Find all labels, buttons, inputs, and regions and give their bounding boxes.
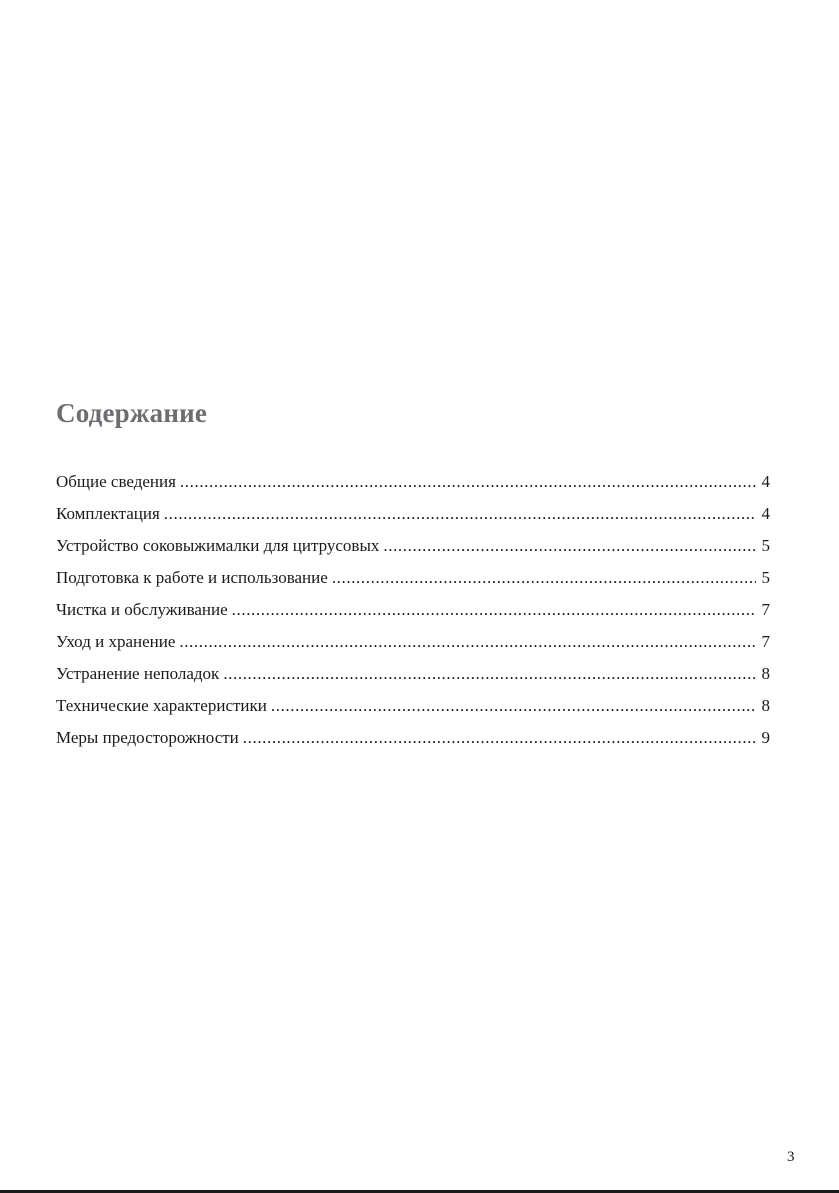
toc-entry-label: Уход и хранение — [56, 632, 176, 651]
toc-entry-page: 4 — [761, 504, 770, 523]
page-number: 3 — [787, 1149, 795, 1165]
toc-entry-label: Меры предосторожности — [56, 728, 239, 747]
toc-entry-page: 7 — [761, 600, 770, 619]
toc-entry-page: 8 — [761, 696, 770, 715]
toc-entry-page: 8 — [761, 664, 770, 683]
dot-leader — [383, 530, 755, 562]
toc-entry-specifications — [56, 690, 770, 722]
toc-entry-page: 5 — [761, 536, 770, 555]
dot-leader — [223, 658, 755, 690]
toc-entry-cleaning-and-maintenance — [56, 594, 770, 626]
dot-leader — [180, 466, 756, 498]
toc-entry-care-and-storage — [56, 626, 770, 658]
toc-entry-label: Устранение неполадок — [56, 664, 220, 683]
toc-entry-preparation-and-use — [56, 562, 770, 594]
toc-entry-page: 5 — [761, 568, 770, 587]
toc-entry-package-contents — [56, 498, 770, 530]
dot-leader — [232, 594, 756, 626]
dot-leader — [271, 690, 756, 722]
toc-entry-device-description — [56, 530, 770, 562]
toc-entry-label: Чистка и обслуживание — [56, 600, 228, 619]
dot-leader — [179, 626, 755, 658]
dot-leader — [243, 722, 756, 754]
dot-leader — [332, 562, 756, 594]
toc-entry-general-info — [56, 466, 770, 498]
dot-leader — [164, 498, 756, 530]
toc-entry-label: Устройство соковыжималки для цитрусовых — [56, 536, 380, 555]
toc-entry-label: Комплектация — [56, 504, 160, 523]
toc-entry-page: 4 — [761, 472, 770, 491]
toc-entry-label: Общие сведения — [56, 472, 176, 491]
toc-entry-safety-precautions — [56, 722, 770, 754]
toc-entry-label: Подготовка к работе и использование — [56, 568, 328, 587]
toc-entry-page: 7 — [761, 632, 770, 651]
toc-entry-label: Технические характеристики — [56, 696, 267, 715]
page-title: Содержание — [56, 398, 208, 428]
toc-entry-troubleshooting — [56, 658, 770, 690]
toc-entry-page: 9 — [761, 728, 770, 747]
table-of-contents — [56, 466, 770, 754]
